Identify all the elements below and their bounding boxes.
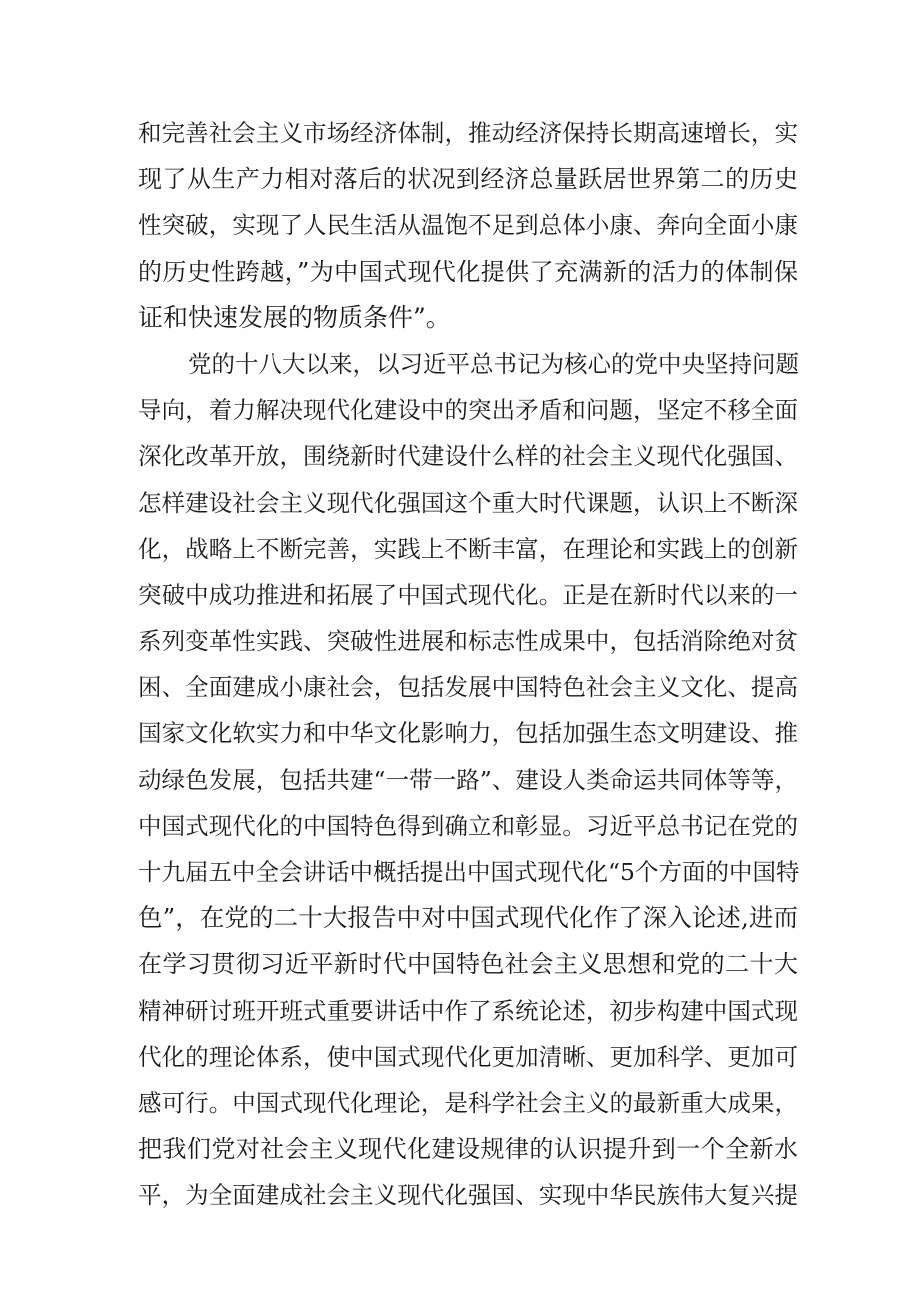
text-line: 深化改革开放，围绕新时代建设什么样的社会主义现代化强国、 [138,442,798,471]
text-line: 怎样建设社会主义现代化强国这个重大时代课题，认识上不断深 [138,488,798,517]
text-line: 突破中成功推进和拓展了中国式现代化。正是在新时代以来的一 [138,580,798,609]
text-line: 系列变革性实践、突破性进展和标志性成果中，包括消除绝对贫 [138,627,798,656]
text-line: 性突破，实现了人民生活从温饱不足到总体小康、奔向全面小康 [138,211,798,240]
text-line: 证和快速发展的物质条件”。 [138,302,451,332]
text-line: 感可行。中国式现代化理论，是科学社会主义的最新重大成果， [138,1088,798,1117]
text-line: 和完善社会主义市场经济体制，推动经济保持长期高速增长，实 [138,119,798,147]
text-line: 困、全面建成小康社会，包括发展中国特色社会主义文化、提高 [138,673,798,702]
text-line: 现了从生产力相对落后的状况到经济总量跃居世界第二的历史 [138,165,798,194]
text-line: 中国式现代化的中国特色得到确立和彰显。习近平总书记在党的 [138,811,798,840]
document-body-text [138,110,798,1219]
text-line: 国家文化软实力和中华文化影响力，包括加强生态文明建设、推 [138,719,798,748]
text-line: 平，为全面建成社会主义现代化强国、实现中华民族伟大复兴提 [138,1181,798,1210]
text-line: 在学习贯彻习近平新时代中国特色社会主义思想和党的二十大 [138,950,798,979]
text-line: 精神研讨班开班式重要讲话中作了系统论述，初步构建中国式现 [138,996,798,1025]
text-line: 代化的理论体系，使中国式现代化更加清晰、更加科学、更加可 [138,1042,798,1071]
text-line: 色”，在党的二十大报告中对中国式现代化作了深入论述,进而 [138,903,798,933]
text-line: 党的十八大以来，以习近平总书记为核心的党中央坚持问题 [188,349,799,378]
text-line: 的历史性跨越，”为中国式现代化提供了充满新的活力的体制保 [138,257,798,286]
text-line: 化，战略上不断完善，实践上不断丰富，在理论和实践上的创新 [138,534,798,563]
text-line: 十九届五中全会讲话中概括提出中国式现代化“5个方面的中国特 [138,858,800,886]
text-line: 动绿色发展，包括共建“一带一路”、建设人类命运共同体等等， [138,765,798,794]
text-line: 把我们党对社会主义现代化建设规律的认识提升到一个全新水 [138,1135,798,1164]
text-line: 导向，着力解决现代化建设中的突出矛盾和问题，坚定不移全面 [138,396,798,425]
